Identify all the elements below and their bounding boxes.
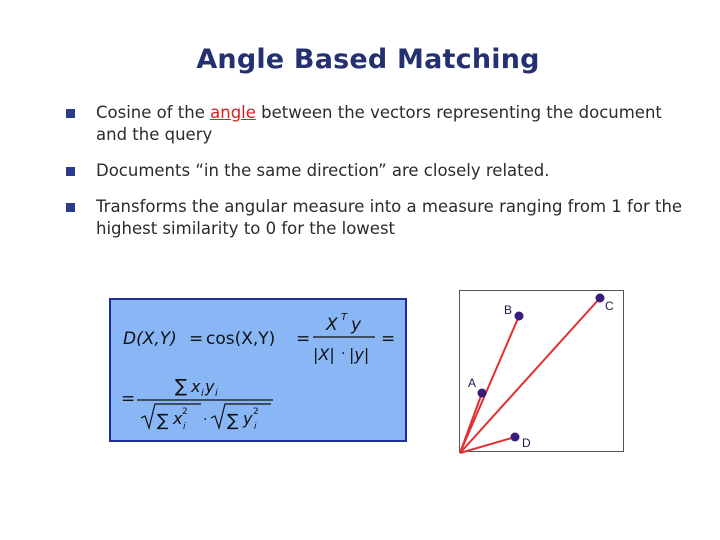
- formula-y: y: [243, 409, 253, 428]
- bullet-item: [66, 196, 696, 240]
- superscript-two: 2: [253, 407, 259, 417]
- bullet-text-suffix: between the vectors representing the document and the query: [96, 103, 662, 144]
- highlighted-term: angle: [210, 103, 256, 122]
- sum-symbol: ∑: [157, 411, 169, 431]
- formula-cosine: cos(X,Y): [206, 329, 276, 349]
- label-c: C: [605, 299, 614, 313]
- subscript-i: i: [254, 422, 257, 432]
- vector-diagram: [459, 290, 624, 452]
- vector-line-a: [460, 393, 482, 453]
- sum-symbol: ∑: [227, 411, 239, 431]
- label-d: D: [522, 436, 531, 450]
- bullet-item: [66, 102, 696, 146]
- formula-equals: =: [381, 329, 396, 349]
- point-d: [511, 433, 520, 442]
- subscript-i: i: [183, 422, 186, 432]
- square-bullet-icon: [66, 109, 75, 118]
- formula-numerator-y: y: [351, 315, 362, 335]
- bullet-item: [66, 160, 696, 182]
- formula-equals: =: [189, 329, 204, 349]
- formula-norm-x: |X|: [313, 345, 335, 364]
- square-root-icon: [141, 404, 201, 428]
- point-a: [478, 389, 487, 398]
- point-c: [596, 294, 605, 303]
- formula-dot: ·: [203, 412, 208, 428]
- formula-norm-y: |y|: [349, 345, 370, 364]
- slide-title: Angle Based Matching: [196, 44, 540, 75]
- vector-line-c: [460, 298, 600, 453]
- formula-equals: =: [121, 389, 136, 409]
- label-b: B: [504, 303, 513, 317]
- label-a: A: [468, 376, 477, 390]
- subscript-i: i: [215, 388, 218, 399]
- bullet-list: [66, 102, 696, 254]
- formula-y: y: [205, 377, 215, 396]
- formula-equals: =: [296, 329, 311, 349]
- bullet-text: Transforms the angular measure into a measure ranging from 1 for the highest similarity to 0 for the lowest: [96, 197, 683, 238]
- square-bullet-icon: [66, 167, 75, 176]
- point-b: [515, 312, 524, 321]
- bullet-text: Documents “in the same direction” are closely related.: [96, 161, 550, 180]
- square-root-icon: [211, 404, 271, 428]
- formula-dot: ·: [341, 346, 346, 362]
- formula-transpose: T: [341, 312, 348, 323]
- formula-numerator-x: X: [326, 315, 338, 335]
- cosine-formula-panel: [109, 298, 407, 442]
- formula-x: x: [191, 377, 201, 396]
- formula-lhs: D(X,Y): [123, 329, 177, 349]
- superscript-two: 2: [182, 407, 188, 417]
- formula-x: x: [173, 409, 183, 428]
- bullet-text-prefix: Cosine of the: [96, 103, 211, 122]
- square-bullet-icon: [66, 203, 75, 212]
- subscript-i: i: [201, 388, 204, 399]
- sum-symbol: ∑: [175, 376, 188, 397]
